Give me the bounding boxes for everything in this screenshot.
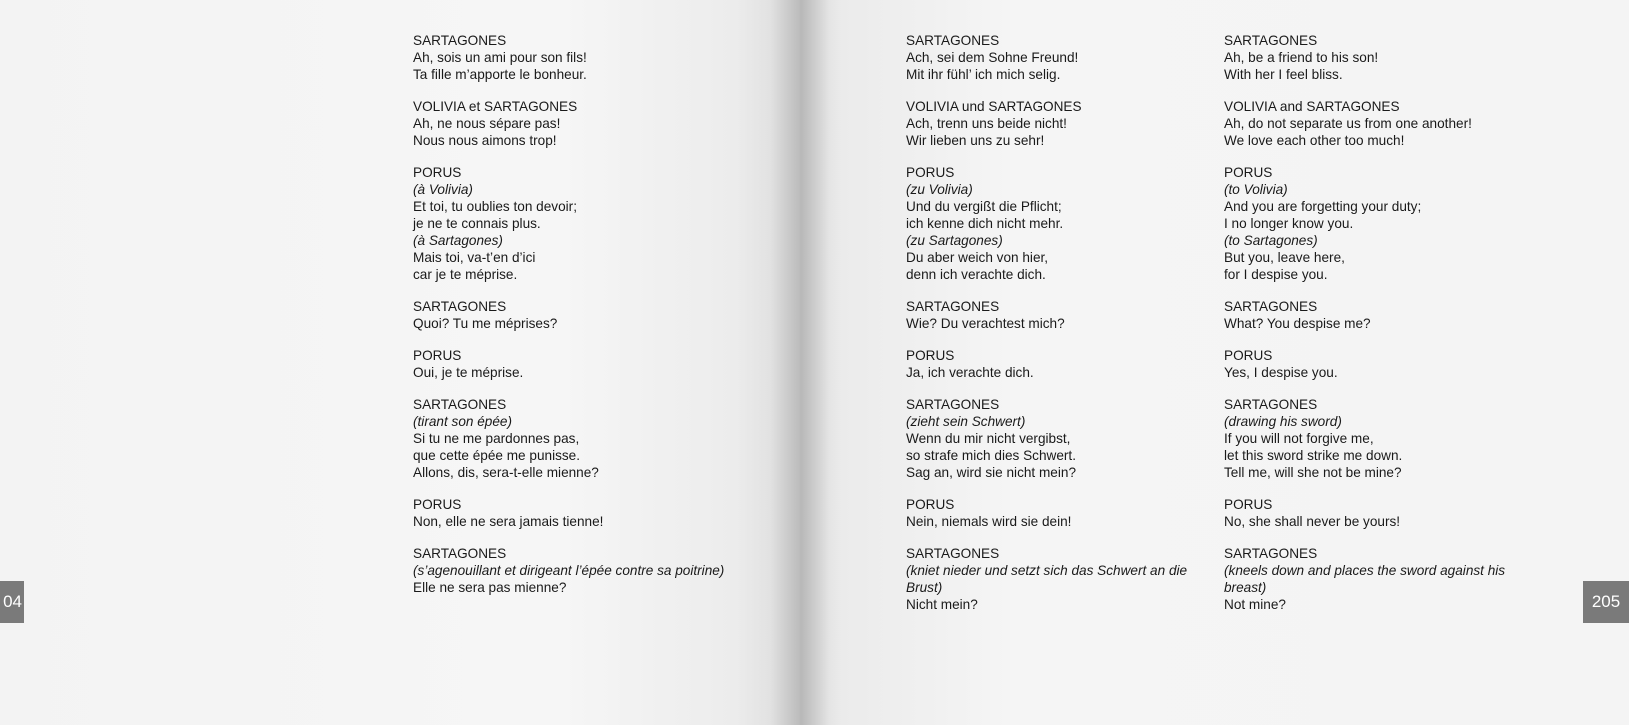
libretto-entry	[1224, 164, 1544, 283]
page-number-left: 04	[0, 581, 24, 623]
libretto-line: What? You despise me?	[1224, 316, 1371, 331]
libretto-line: Yes, I despise you.	[1224, 365, 1338, 380]
stage-direction: (tirant son épée)	[413, 414, 512, 429]
libretto-line: And you are forgetting your duty;	[1224, 199, 1422, 214]
speaker-name: SARTAGONES	[1224, 397, 1318, 412]
stage-direction: (s’agenouillant et dirigeant l’épée contre sa poitrine)	[413, 563, 725, 578]
libretto-line: With her I feel bliss.	[1224, 67, 1343, 82]
speaker-name: PORUS	[413, 497, 462, 512]
speaker-name: SARTAGONES	[1224, 546, 1318, 561]
libretto-entry	[413, 164, 733, 283]
libretto-line: Quoi? Tu me méprises?	[413, 316, 558, 331]
libretto-entry	[906, 298, 1206, 332]
libretto-line: let this sword strike me down.	[1224, 448, 1403, 463]
speaker-name: VOLIVIA und SARTAGONES	[906, 99, 1082, 114]
stage-direction: (kneels down and places the sword against his breast)	[1224, 563, 1506, 595]
libretto-line: je ne te connais plus.	[413, 216, 541, 231]
stage-direction: (drawing his sword)	[1224, 414, 1342, 429]
speaker-name: SARTAGONES	[906, 33, 1000, 48]
libretto-line: Sag an, wird sie nicht mein?	[906, 465, 1077, 480]
libretto-line: Ta fille m’apporte le bonheur.	[413, 67, 587, 82]
speaker-name: VOLIVIA et SARTAGONES	[413, 99, 578, 114]
libretto-line: Tell me, will she not be mine?	[1224, 465, 1402, 480]
speaker-name: PORUS	[1224, 165, 1273, 180]
speaker-name: SARTAGONES	[906, 546, 1000, 561]
libretto-entry	[413, 545, 733, 596]
stage-direction: (kniet nieder und setzt sich das Schwert an die Brust)	[906, 563, 1188, 595]
libretto-entry	[1224, 32, 1544, 83]
speaker-name: PORUS	[1224, 497, 1273, 512]
libretto-line: Und du vergißt die Pflicht;	[906, 199, 1062, 214]
german-libretto-column	[906, 32, 1206, 628]
speaker-name: PORUS	[413, 165, 462, 180]
libretto-entry	[906, 396, 1206, 481]
libretto-line: Mit ihr fühl’ ich mich selig.	[906, 67, 1061, 82]
speaker-name: SARTAGONES	[1224, 33, 1318, 48]
libretto-line: denn ich verachte dich.	[906, 267, 1046, 282]
libretto-line: Non, elle ne sera jamais tienne!	[413, 514, 604, 529]
libretto-entry	[1224, 545, 1544, 613]
stage-direction: (zu Volivia)	[906, 182, 973, 197]
libretto-entry	[1224, 98, 1544, 149]
libretto-entry	[413, 98, 733, 149]
speaker-name: SARTAGONES	[413, 299, 507, 314]
libretto-line: Ah, ne nous sépare pas!	[413, 116, 561, 131]
speaker-name: SARTAGONES	[906, 397, 1000, 412]
libretto-entry	[413, 396, 733, 481]
libretto-line: Ah, do not separate us from one another!	[1224, 116, 1472, 131]
speaker-name: PORUS	[1224, 348, 1273, 363]
libretto-entry	[1224, 496, 1544, 530]
libretto-line: We love each other too much!	[1224, 133, 1405, 148]
speaker-name: PORUS	[413, 348, 462, 363]
libretto-line: Ach, trenn uns beide nicht!	[906, 116, 1067, 131]
libretto-line: Allons, dis, sera-t-elle mienne?	[413, 465, 599, 480]
libretto-entry	[906, 98, 1206, 149]
speaker-name: SARTAGONES	[906, 299, 1000, 314]
libretto-line: Ah, be a friend to his son!	[1224, 50, 1379, 65]
stage-direction: (à Volivia)	[413, 182, 473, 197]
libretto-entry	[413, 347, 733, 381]
libretto-line: Wir lieben uns zu sehr!	[906, 133, 1045, 148]
stage-direction: (to Sartagones)	[1224, 233, 1318, 248]
page-number-right: 205	[1583, 581, 1629, 623]
stage-direction: (à Sartagones)	[413, 233, 503, 248]
libretto-entry	[1224, 396, 1544, 481]
libretto-line: Ach, sei dem Sohne Freund!	[906, 50, 1079, 65]
libretto-line: No, she shall never be yours!	[1224, 514, 1401, 529]
speaker-name: PORUS	[906, 165, 955, 180]
english-libretto-column	[1224, 32, 1544, 628]
speaker-name: SARTAGONES	[413, 546, 507, 561]
libretto-line: Nous nous aimons trop!	[413, 133, 557, 148]
stage-direction: (zieht sein Schwert)	[906, 414, 1026, 429]
libretto-line: Wie? Du verachtest mich?	[906, 316, 1065, 331]
libretto-entry	[1224, 347, 1544, 381]
libretto-line: Nicht mein?	[906, 597, 978, 612]
libretto-line: Ah, sois un ami pour son fils!	[413, 50, 587, 65]
stage-direction: (zu Sartagones)	[906, 233, 1003, 248]
libretto-line: Si tu ne me pardonnes pas,	[413, 431, 580, 446]
libretto-entry	[413, 496, 733, 530]
libretto-line: ich kenne dich nicht mehr.	[906, 216, 1064, 231]
speaker-name: PORUS	[906, 497, 955, 512]
libretto-line: I no longer know you.	[1224, 216, 1354, 231]
speaker-name: SARTAGONES	[1224, 299, 1318, 314]
french-libretto-column	[413, 32, 733, 611]
speaker-name: VOLIVIA and SARTAGONES	[1224, 99, 1400, 114]
libretto-line: Mais toi, va-t’en d’ici	[413, 250, 536, 265]
libretto-entry	[413, 32, 733, 83]
libretto-line: Ja, ich verachte dich.	[906, 365, 1034, 380]
libretto-entry	[906, 347, 1206, 381]
libretto-entry	[906, 164, 1206, 283]
libretto-line: car je te méprise.	[413, 267, 518, 282]
libretto-line: If you will not forgive me,	[1224, 431, 1374, 446]
libretto-entry	[413, 298, 733, 332]
speaker-name: PORUS	[906, 348, 955, 363]
libretto-entry	[906, 496, 1206, 530]
libretto-line: so strafe mich dies Schwert.	[906, 448, 1076, 463]
libretto-entry	[906, 545, 1206, 613]
libretto-line: que cette épée me punisse.	[413, 448, 581, 463]
libretto-line: for I despise you.	[1224, 267, 1328, 282]
libretto-line: Elle ne sera pas mienne?	[413, 580, 567, 595]
speaker-name: SARTAGONES	[413, 397, 507, 412]
libretto-line: Oui, je te méprise.	[413, 365, 524, 380]
libretto-line: Wenn du mir nicht vergibst,	[906, 431, 1071, 446]
libretto-line: Et toi, tu oublies ton devoir;	[413, 199, 577, 214]
speaker-name: SARTAGONES	[413, 33, 507, 48]
libretto-entry	[906, 32, 1206, 83]
libretto-line: But you, leave here,	[1224, 250, 1345, 265]
libretto-line: Not mine?	[1224, 597, 1286, 612]
libretto-entry	[1224, 298, 1544, 332]
libretto-line: Du aber weich von hier,	[906, 250, 1049, 265]
libretto-line: Nein, niemals wird sie dein!	[906, 514, 1072, 529]
stage-direction: (to Volivia)	[1224, 182, 1288, 197]
